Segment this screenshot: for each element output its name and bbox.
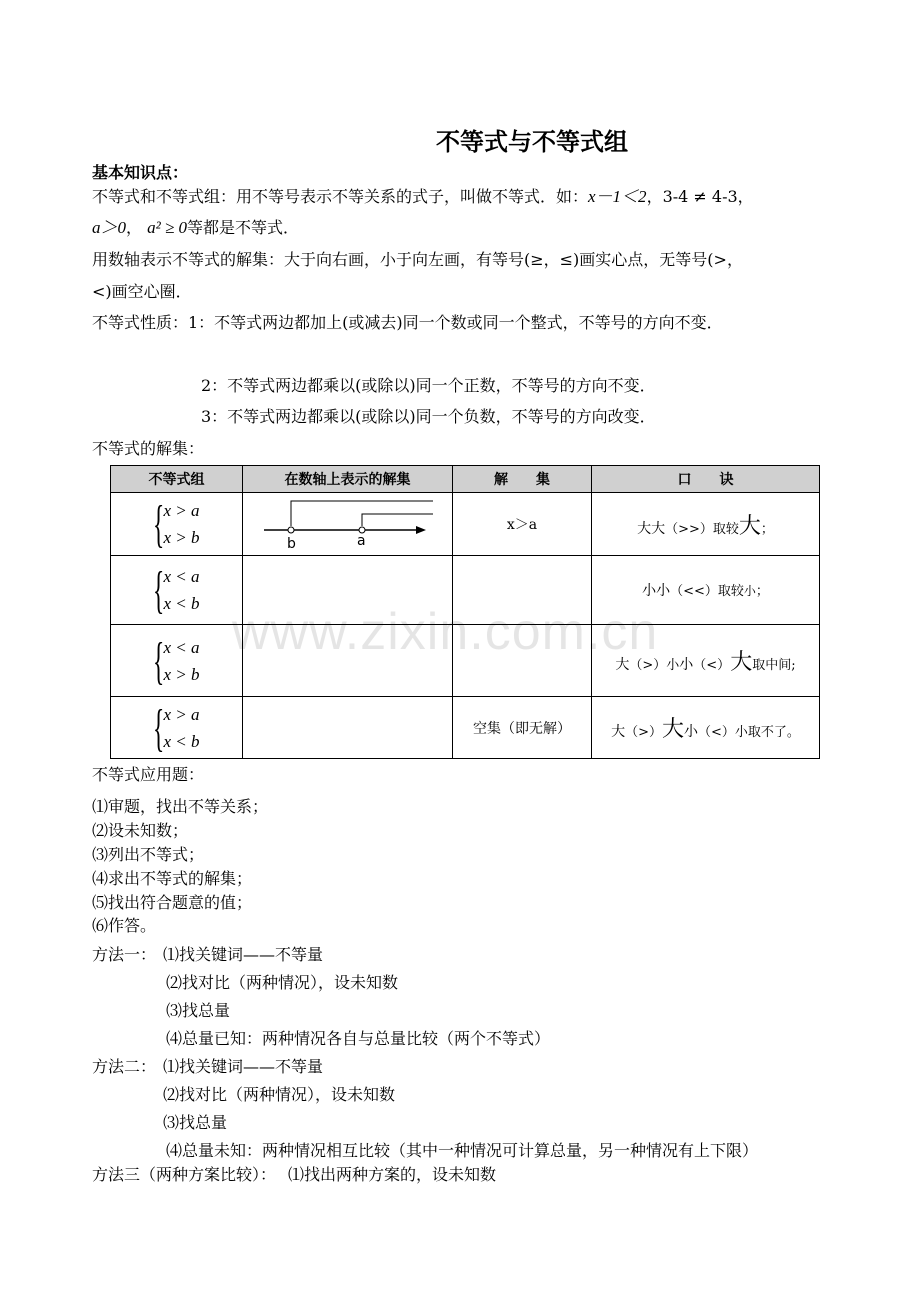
property-2: 2：不等式两边都乘以(或除以)同一个正数，不等号的方向不变． bbox=[201, 376, 656, 395]
rhyme-segment: （<）小取不了。 bbox=[698, 725, 800, 740]
brace-icon: { bbox=[153, 632, 165, 690]
rhyme-segment: ； bbox=[755, 584, 769, 599]
property-1: 不等式性质：1：不等式两边都加上(或减去)同一个数或同一个整式，不等号的方向不变． bbox=[92, 313, 723, 332]
numberline-cell bbox=[243, 493, 453, 556]
rhyme-segment: 小 bbox=[679, 657, 694, 673]
numberline-cell bbox=[243, 625, 453, 697]
method-2-item: ⑷总量未知：两种情况相互比较（其中一种情况可计算总量，另一种情况有上下限） bbox=[166, 1141, 759, 1160]
application-heading: 不等式应用题： bbox=[92, 765, 205, 784]
definition-text: 不等式和不等式组：用不等号表示不等关系的式子，叫做不等式．如： bbox=[92, 187, 589, 206]
rhyme-segment: （<） bbox=[693, 658, 731, 673]
system-line-2: x < b bbox=[163, 594, 200, 613]
rhyme-segment: ； bbox=[760, 521, 774, 537]
numberline-rule-line-2: <)画空心圈． bbox=[92, 282, 192, 301]
method-3-label: 方法三（两种方案比较）： bbox=[92, 1165, 277, 1184]
axis-arrow-icon bbox=[416, 526, 426, 534]
table-row bbox=[111, 697, 820, 759]
rhyme-segment: （>）小 bbox=[629, 658, 680, 673]
method-1-label: 方法一： bbox=[92, 945, 157, 964]
rhyme-segment: 小 bbox=[743, 584, 756, 598]
rhyme-segment: 大 bbox=[611, 724, 626, 740]
brace-icon: { bbox=[153, 496, 165, 553]
header-system: 不等式组 bbox=[111, 466, 243, 493]
method-1-item: ⑷总量已知：两种情况各自与总量比较（两个不等式） bbox=[166, 1029, 551, 1048]
rhyme-segment: 大 bbox=[615, 657, 630, 673]
region-line-a bbox=[362, 514, 433, 526]
header-solution: 解 集 bbox=[453, 466, 592, 493]
rhyme-segment: 大 bbox=[738, 513, 761, 539]
table-row bbox=[111, 625, 820, 697]
solution-cell: x＞a bbox=[453, 493, 592, 556]
label-b: b bbox=[286, 536, 296, 550]
label-a: a bbox=[356, 533, 366, 549]
system-cell bbox=[111, 493, 243, 556]
inequality-system bbox=[153, 701, 199, 755]
method-1-item: ⑵找对比（两种情况），设未知数 bbox=[166, 973, 399, 992]
rhyme-segment: ; bbox=[791, 658, 796, 673]
solution-set-table bbox=[110, 465, 820, 759]
system-line-1: x < a bbox=[163, 637, 200, 657]
method-2-label: 方法二： bbox=[92, 1057, 157, 1076]
list-item: ⑹作答。 bbox=[92, 916, 157, 935]
inequality-system bbox=[153, 497, 199, 551]
system-cell bbox=[111, 556, 243, 625]
brace-icon: { bbox=[153, 699, 165, 757]
brace-icon: { bbox=[153, 562, 165, 619]
system-line-2: x > b bbox=[163, 528, 200, 547]
solution-cell bbox=[453, 556, 592, 625]
page-title: 不等式与不等式组 bbox=[436, 128, 628, 156]
rhyme-segment: （<<）取较 bbox=[670, 584, 744, 599]
rhyme-cell bbox=[592, 697, 820, 759]
separator: ， bbox=[126, 218, 143, 237]
math-example-1: x－1＜2 bbox=[588, 187, 647, 206]
system-line-2: x < b bbox=[163, 731, 200, 751]
section-basic-heading: 基本知识点： bbox=[92, 163, 189, 182]
method-3-item: ⑴找出两种方案的，设未知数 bbox=[288, 1165, 497, 1184]
rhyme-cell bbox=[592, 556, 820, 625]
header-numberline: 在数轴上表示的解集 bbox=[243, 466, 453, 493]
watermark: www.zixin.com.cn bbox=[232, 603, 659, 661]
numberline-rule-line-1: 用数轴表示不等式的解集：大于向右画，小于向左画，有等号(≥，≤)画实心点，无等号(>， bbox=[92, 250, 743, 269]
solution-cell bbox=[453, 625, 592, 697]
number-line-diagram bbox=[248, 494, 448, 550]
inequality-system bbox=[153, 634, 199, 688]
rhyme-segment: 取中间 bbox=[752, 658, 792, 673]
system-line-1: x > a bbox=[163, 501, 200, 520]
definition-end: 等都是不等式． bbox=[187, 218, 300, 237]
rhyme-cell bbox=[592, 493, 820, 556]
table-row bbox=[111, 556, 820, 625]
table-header-row bbox=[111, 466, 820, 493]
list-item: ⑵设未知数； bbox=[92, 821, 189, 840]
rhyme-segment: 大 bbox=[730, 650, 753, 675]
rhyme-segment: 小 bbox=[684, 724, 698, 740]
method-2-item: ⑴找关键词——不等量 bbox=[163, 1057, 324, 1076]
system-cell bbox=[111, 697, 243, 759]
solution-cell: 空集（即无解） bbox=[453, 697, 592, 759]
inequality-system bbox=[153, 563, 199, 617]
list-item: ⑴审题，找出不等关系； bbox=[92, 797, 269, 816]
method-1-item: ⑴找关键词——不等量 bbox=[163, 945, 324, 964]
rhyme-segment: （>>）取较 bbox=[665, 521, 739, 537]
rhyme-segment: （>） bbox=[625, 725, 662, 740]
system-line-2: x > b bbox=[163, 664, 200, 684]
definition-line-2 bbox=[92, 218, 299, 238]
list-item: ⑸找出符合题意的值； bbox=[92, 893, 253, 912]
method-1-item: ⑶找总量 bbox=[166, 1001, 231, 1020]
numberline-cell bbox=[243, 556, 453, 625]
property-3: 3：不等式两边都乘以(或除以)同一个负数，不等号的方向改变． bbox=[201, 407, 656, 426]
math-example-2: ，3-4 ≠ 4-3， bbox=[646, 187, 754, 206]
system-line-1: x < a bbox=[163, 567, 200, 586]
open-point-b bbox=[288, 527, 294, 533]
system-cell bbox=[111, 625, 243, 697]
table-row bbox=[111, 493, 820, 556]
solution-set-heading: 不等式的解集： bbox=[92, 439, 205, 458]
numberline-cell bbox=[243, 697, 453, 759]
rhyme-segment: 小小 bbox=[642, 583, 671, 599]
rhyme-segment: 大 bbox=[661, 717, 684, 742]
system-line-1: x > a bbox=[163, 704, 200, 724]
math-example-3: a＞0 bbox=[92, 218, 126, 237]
definition-line-1 bbox=[92, 187, 754, 207]
math-example-4: a² ≥ 0 bbox=[147, 218, 188, 237]
rhyme-segment: 大大 bbox=[637, 520, 666, 537]
header-rhyme: 口 诀 bbox=[592, 466, 820, 493]
list-item: ⑶列出不等式； bbox=[92, 845, 205, 864]
list-item: ⑷求出不等式的解集； bbox=[92, 869, 253, 888]
method-2-item: ⑶找总量 bbox=[163, 1113, 228, 1132]
method-2-item: ⑵找对比（两种情况），设未知数 bbox=[163, 1085, 396, 1104]
rhyme-cell bbox=[592, 625, 820, 697]
